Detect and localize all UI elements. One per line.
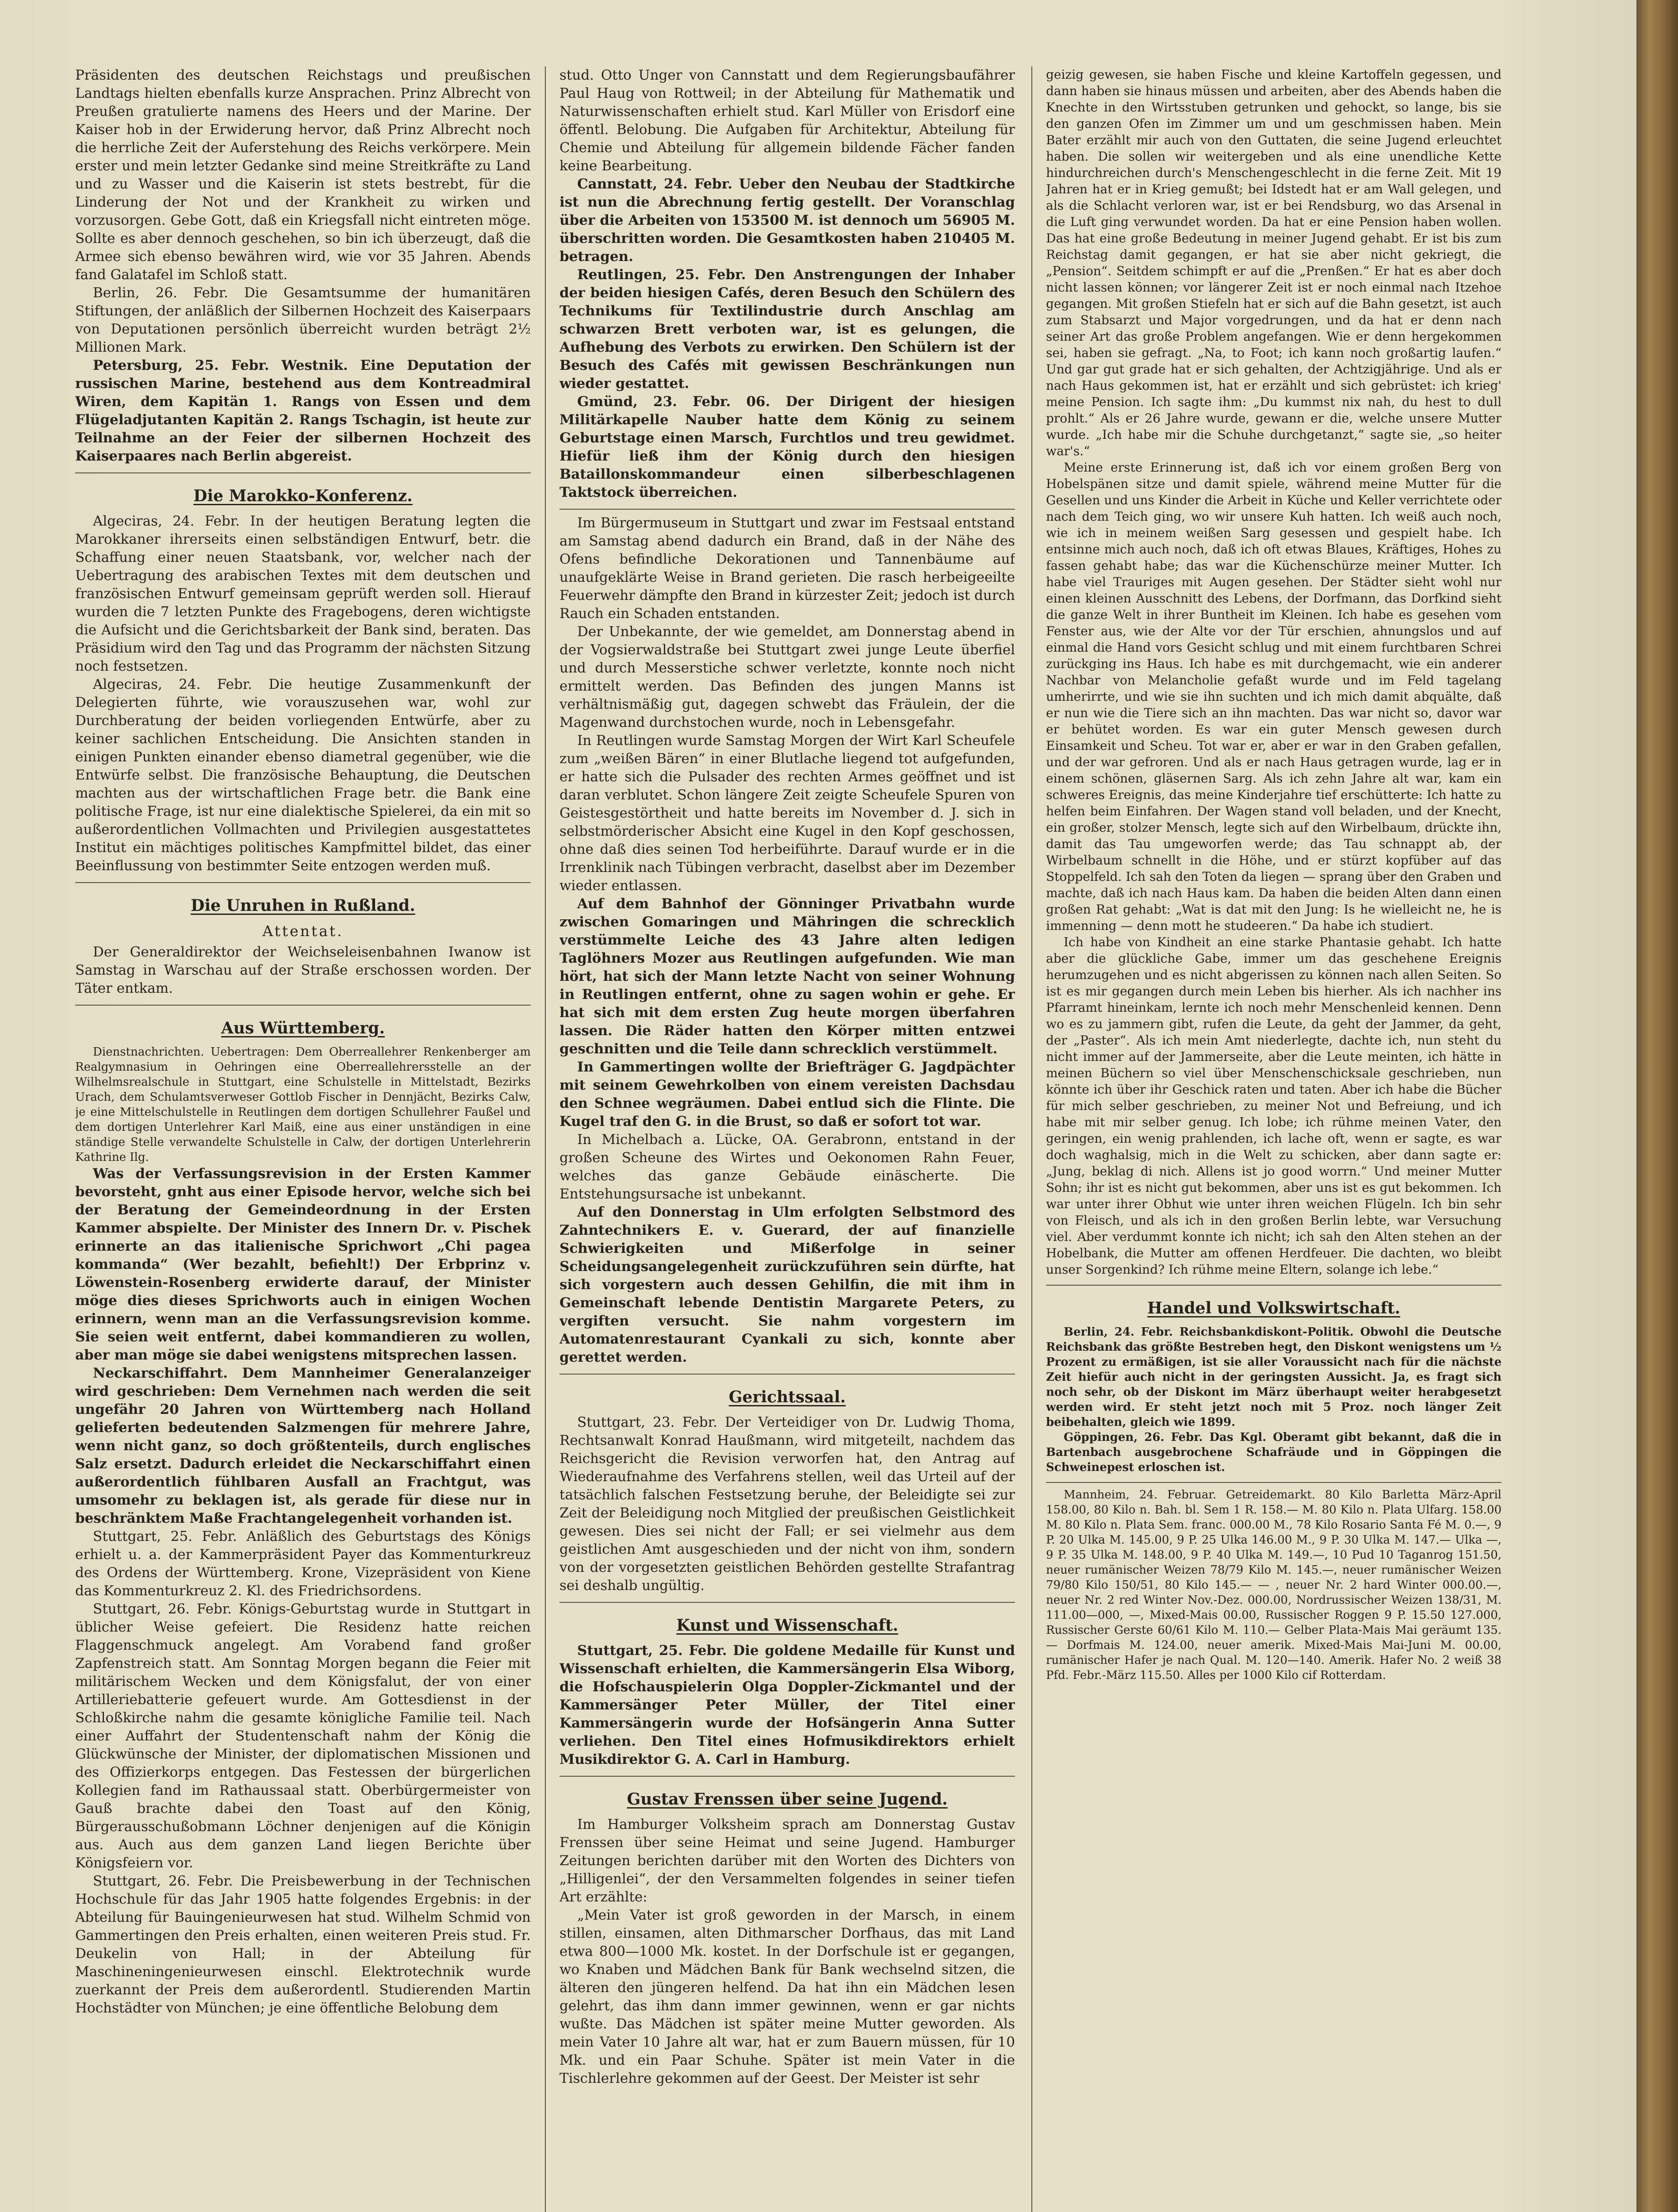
- heading-aus-wuerttemberg: Aus Württemberg.: [221, 1019, 385, 1037]
- news-verfassungsrevision: Was der Verfassungsrevision in der Ersten Kammer bevorsteht, gnht aus einer Episode hervor, welche sich bei der Beratung der Gemeindeordnung in der Ersten Kammer abspielte. Der Minister des Innern Dr. v. Pischek erinnerte an das italienische Sprichwort „Chi pagea kommanda“ (Wer bezahlt, befiehlt!) Der Erbprinz v. Löwenstein-Rosenberg erwiderte darauf, der Minister möge dies dieses Sprichworts auch in einigen Wochen erinnern, wenn man an die Verfassungsrevision komme. Sie seien weit entfernt, dabei kommandieren zu wollen, aber man möge sie dabei wenigstens mitsprechen lassen.: [75, 1166, 531, 1363]
- news-kunst: Stuttgart, 25. Febr. Die goldene Medaille für Kunst und Wissenschaft erhielten, die Kammersängerin Elsa Wiborg, die Hofschauspielerin Olga Doppler-Zickmantel und der Kammersänger Peter Müller, der Titel einer Kammersängerin wurde der Hofsängerin Anna Sutter verliehen. Den Titel eines Hofmusikdirektors erhielt Musikdirektor G. A. Carl in Hamburg.: [559, 1643, 1015, 1767]
- news-stuttgart-geburtstag: Stuttgart, 26. Febr. Königs-Geburtstag wurde in Stuttgart in üblicher Weise gefeiert. Die Residenz hatte reichen Flaggenschmuck angelegt. Am Vorabend fand großer Zapfenstreich statt. Am Sonntag Morgen begann die Feier mit militärischem Wecken und dem Königsfalut, der von einer Artilleriebatterie gefeuert wurde. Am Gottesdienst in der Schloßkirche nahm die gesamte königliche Familie teil. Nach einer Auffahrt der Studentenschaft nahm der König die Glückwünsche der Minister, der diplomatischen Missionen und des Offizierkorps entgegen. Das Festessen der bürgerlichen Kollegien fand im Rathaussaal statt. Oberbürgermeister von Gauß brachte dabei den Toast auf den König, Bürgerausschußobmann Löchner denjenigen auf die Königin aus. Auch aus dem ganzen Land liegen Berichte über Königsfeiern vor.: [75, 1601, 531, 1871]
- news-gmuend: Gmünd, 23. Febr. 06. Der Dirigent der hiesigen Militärkapelle Nauber hatte dem König zu seinem Geburtstage einen Marsch, Furchtlos und treu gewidmet. Hiefür ließ ihm der König durch den hiesigen Bataillonskommandeur einen silberbeschlagenen Taktstock überreichen.: [559, 394, 1015, 500]
- frenssen-intro: Im Hamburger Volksheim sprach am Donnerstag Gustav Frenssen über seine Heimat und seine Jugend. Hamburger Zeitungen berichten darüber mit den Worten des Dichters von „Hilligenlei“, der den Versammelten folgendes in seiner tiefen Art erzählte:: [559, 1816, 1015, 1905]
- heading-kunst-wissenschaft: Kunst und Wissenschaft.: [676, 1616, 898, 1635]
- column-rule: [1031, 66, 1032, 2212]
- news-algeciras-1: Algeciras, 24. Febr. In der heutigen Beratung legten die Marokkaner ihrerseits einen selbständigen Entwurf, betr. die Schaffung einer neuen Staatsbank, vor, welcher nach der Uebertragung des arabischen Textes mit dem deutschen und französischen Entwurf gemeinsam geprüft werden soll. Hierauf wurden die 7 letzten Punkte des Fragebogens, deren wichtigste die Aufsicht und die Gerichtsbarkeit der Bank sind, beraten. Das Präsidium wird den Tag und das Programm der nächsten Sitzung noch festsetzen.: [75, 513, 531, 674]
- news-dienstnachrichten: Dienstnachrichten. Uebertragen: Dem Oberreallehrer Renkenberger am Realgymnasium in Oehringen eine Oberreallehrersstelle an der Wilhelmsrealschule in Stuttgart, eine Schulstelle in Mittelstadt, Bezirks Urach, dem Schulamtsverweser Gottlob Fischer in Dennjächt, Bezirks Calw, je eine Mittelschulstelle in Reutlingen dem dortigen Schullehrer Faußel und dem dortigen Unterlehrer Karl Maiß, eine aus einer unständigen in eine ständige Stelle verwandelte Schulstelle in Calw, der dortigen Unterlehrerin Kathrine Ilg.: [75, 1045, 531, 1164]
- book-binding-edge: [1636, 0, 1678, 2212]
- news-algeciras-2: Algeciras, 24. Febr. Die heutige Zusammenkunft der Delegierten führte, wie vorauszusehen war, wohl zur Durchberatung der beiden vorliegenden Entwürfe, aber zu keiner sachlichen Entscheidung. Die Ansichten standen in einigen Punkten einander ebenso diametral gegenüber, wie die Entwürfe selbst. Die französische Behauptung, die Deutschen machten aus der wirtschaftlichen Frage betr. die Bank eine politische Frage, ist nur eine dialektische Spielerei, da ein mit so außerordentlichen Vollmachten und Privilegien ausgestattetes Institut ein mächtiges politisches Kampfmittel bildet, das einer Beeinflussung von bestimmter Seite entzogen werden muß.: [75, 676, 531, 874]
- frenssen-text: „Mein Vater ist groß geworden in der Marsch, in einem stillen, einsamen, alten Dithmarscher Dorfhaus, das mit Land etwa 800—1000 Mk. kostet. In der Dorfschule ist er gegangen, wo Knaben und Mädchen Bank für Bank wechselnd sitzen, die älteren den jüngeren helfend. Da hat ihn ein Mädchen lesen gelehrt, das ihm dann immer gewinnen, wenn er gar nichts wußte. Das Mädchen ist später meine Mutter geworden. Als mein Vater 10 Jahre alt war, hat er zum Bauern müssen, für 10 Mk. und ein Paar Schuhe. Später ist mein Vater in die Tischlerlehre gekommen auf der Geest. Der Meister ist sehr: [559, 1907, 1015, 2086]
- section-divider: [75, 1005, 531, 1006]
- news-reutlingen-cafes: Reutlingen, 25. Febr. Den Anstrengungen der Inhaber der beiden hiesigen Cafés, deren Besuch den Schülern des Technikums für Textilindustrie durch Anschlag am schwarzen Brett verboten war, ist es gelungen, die Aufhebung des Verbots zu erwirken. Den Schülern ist der Besuch des Cafés mit gewissen Beschränkungen nun wieder gestattet.: [559, 267, 1015, 392]
- news-cannstatt: Cannstatt, 24. Febr. Ueber den Neubau der Stadtkirche ist nun die Abrechnung fertig gestellt. Der Voranschlag über die Arbeiten von 153500 M. ist dennoch um 56905 M. überschritten worden. Die Gesamtkosten haben 210405 M. betragen.: [559, 176, 1015, 265]
- news-goeppingen: Göppingen, 26. Febr. Das Kgl. Oberamt gibt bekannt, daß die in Bartenbach ausgebrochene Schafräude und in Göppingen die Schweinepest erloschen ist.: [1046, 1431, 1502, 1474]
- news-ulm: Auf den Donnerstag in Ulm erfolgten Selbstmord des Zahntechnikers E. v. Guerard, der auf finanzielle Schwierigkeiten und Mißerfolge in seiner Scheidungsangelegenheit zurückzuführen sein dürfte, hat sich vorgestern auch dessen Gehilfin, die mit ihm in Gemeinschaft lebende Dentistin Margarete Peters, zu vergiften versucht. Sie nahm vorgestern im Automatenrestaurant Cyankali zu sich, konnte aber gerettet werden.: [559, 1204, 1015, 1365]
- news-stuttgart-preisbewerbung: Stuttgart, 26. Febr. Die Preisbewerbung in der Technischen Hochschule für das Jahr 1905 hatte folgendes Ergebnis: in der Abteilung für Bauingenieurwesen hat stud. Wilhelm Schmid von Gammertingen den Preis erhalten, einen weiteren Preis stud. Fr. Deukelin von Hall; in der Abteilung für Maschineningenieurwesen einschl. Elektrotechnik wurde zuerkannt der Preis dem außerordentl. Studierenden Martin Hochstädter von München; je eine öffentliche Belobung dem: [75, 1873, 531, 2016]
- news-goenninger-bahn: Auf dem Bahnhof der Gönninger Privatbahn wurde zwischen Gomaringen und Mähringen die schrecklich verstümmelte Leiche des 43 Jahre alten ledigen Taglöhners Mozer aus Reutlingen aufgefunden. Wie man hört, hat sich der Mann letzte Nacht von seiner Wohnung in Reutlingen entfernt, ohne zu sagen wohin er gehe. Er hat sich mit dem ersten Zug heute morgen überfahren lassen. Die Räder hatten den Körper mitten entzwei geschnitten und die Teile dann schrecklich verstümmelt.: [559, 896, 1015, 1057]
- news-neckarschiffahrt: Neckarschiffahrt. Dem Mannheimer Generalanzeiger wird geschrieben: Dem Vernehmen nach werden die seit ungefähr 20 Jahren von Württemberg nach Holland gelieferten bedeutenden Salzmengen für mehrere Jahre, wenn nicht ganz, so doch größtenteils, durch englisches Salz ersetzt. Dadurch erleidet die Neckarschiffahrt einen außerordentlich fühlbaren Ausfall an Frachtgut, was umsomehr zu beklagen ist, als gerade für diese nur in beschränktem Maße Frachtangelegenheit vorhanden ist.: [75, 1365, 531, 1526]
- heading-frenssen: Gustav Frenssen über seine Jugend.: [627, 1790, 948, 1809]
- news-berlin: Berlin, 26. Febr. Die Gesamtsumme der humanitären Stiftungen, der anläßlich der Silbernen Hochzeit des Kaiserpaars von Deputationen persönlich überreicht wurden beträgt 2½ Millionen Mark.: [75, 285, 531, 355]
- column-rule: [545, 66, 546, 2212]
- news-petersburg: Petersburg, 25. Febr. Westnik. Eine Deputation der russischen Marine, bestehend aus dem Kontreadmiral Wiren, dem Kapitän 1. Rangs von Essen und dem Flügeladjutanten Kapitän 2. Rangs Tschagin, ist heute zur Teilnahme an der Feier der silbernen Hochzeit des Kaiserpaares nach Berlin abgereist.: [75, 357, 531, 464]
- news-reichsbank: Berlin, 24. Febr. Reichsbankdiskont-Politik. Obwohl die Deutsche Reichsbank das größte Bestreben hegt, den Diskont wenigstens um ½ Prozent zu ermäßigen, ist sie aller Voraussicht nach für die nächste Zeit hiefür auch nicht in der geringsten Aussicht. Ja, es fragt sich noch sehr, ob der Diskont im März überhaupt weiter herabgesetzt werden wird. Er steht jetzt noch mit 5 Proz. noch länger Zeit beibehalten, gleich wie 1899.: [1046, 1325, 1502, 1429]
- heading-handel-volkswirtschaft: Handel und Volkswirtschaft.: [1147, 1299, 1400, 1317]
- section-divider: [559, 1602, 1015, 1603]
- news-unbekannter: Der Unbekannte, der wie gemeldet, am Donnerstag abend in der Vogsierwaldstraße bei Stuttgart zwei junge Leute überfiel und durch Messerstiche schwer verletzte, konnte noch nicht ermittelt werden. Das Befinden des jungen Manns ist verhältnismäßig gut, dagegen schwebt das Fräulein, der die Magenwand durchstochen wurde, noch in Lebensgefahr.: [559, 624, 1015, 730]
- section-divider: [75, 472, 531, 473]
- section-divider: [559, 1776, 1015, 1777]
- section-divider: [1046, 1285, 1502, 1286]
- section-divider: [559, 509, 1015, 510]
- news-preisbewerbung-cont: stud. Otto Unger von Cannstatt und dem Regierungsbaufährer Paul Haug von Rottweil; in der Abteilung für Mathematik und Naturwissenschaften erhielt stud. Karl Müller von Erisdorf eine öffentl. Belobung. Die Aufgaben für Architektur, Abteilung für Chemie und Abteilung für allgemein bildende Fächer fanden keine Bearbeitung.: [559, 67, 1015, 174]
- news-reutlingen-wirt: In Reutlingen wurde Samstag Morgen der Wirt Karl Scheufele zum „weißen Bären“ in einer Blutlache liegend tot aufgefunden, er hatte sich die Pulsader des rechten Armes geöffnet und ist daran verblutet. Schon längere Zeit zeigte Scheufele Spuren von Geistesgestörtheit und hatte bereits im November d. J. sich in selbstmörderischer Absicht eine Kugel in den Kopf geschossen, ohne daß dies seinen Tod herbeiführte. Darauf wurde er in die Irrenklinik nach Tübingen verbracht, daselbst aber im Dezember wieder entlassen.: [559, 733, 1015, 894]
- news-attentat: Der Generaldirektor der Weichseleisenbahnen Iwanow ist Samstag in Warschau auf der Straße erschossen worden. Der Täter entkam.: [75, 944, 531, 996]
- section-divider: [559, 1374, 1015, 1375]
- news-gammertingen: In Gammertingen wollte der Briefträger G. Jagdpächter mit seinem Gewehrkolben von einem vereisten Dachsdau den Schnee wegräumen. Dabei entlud sich die Flinte. Die Kugel traf den G. in die Brust, so daß er sofort tot war.: [559, 1059, 1015, 1129]
- news-gerichtssaal: Stuttgart, 23. Febr. Der Verteidiger von Dr. Ludwig Thoma, Rechtsanwalt Konrad Haußmann, wird mitgeteilt, nachdem das Reichsgericht die Revision verworfen hat, den Antrag auf Wiederaufnahme des Verfahrens stellen, weil das Urteil auf der tatsächlich falschen Festsetzung beruhe, der Beleidigte sei zur Zeit der Beleidigung noch Mitglied der preußischen Geistlichkeit gewesen. Dies sei nicht der Fall; er sei vielmehr aus dem geistlichen Amt ausgeschieden und der nicht von ihm, sondern von der vorgesetzten geistlichen Behörden gestellte Strafantrag sei deshalb ungültig.: [559, 1414, 1015, 1594]
- heading-marokko-konferenz: Die Marokko-Konferenz.: [193, 487, 413, 505]
- market-report-mannheim: Mannheim, 24. Februar. Getreidemarkt. 80 Kilo Barletta März-April 158.00, 80 Kilo n. Bah. bl. Sem 1 R. 158.— M. 80 Kilo n. Plata Ulfarg. 158.00 M. 80 Kilo n. Plata Sem. franc. 000.00 M., 78 Kilo Rosario Santa Fé M. 0.—, 9 P. 20 Ulka M. 145.00, 9 P. 25 Ulka 146.00 M., 9 P. 30 Ulka M. 147.— Ulka —, 9 P. 35 Ulka M. 148.00, 9 P. 40 Ulka M. 149.—, 10 Pud 10 Taganrog 151.50, neuer rumänischer Weizen 78/79 Kilo M. 145.—, neuer rumänischer Weizen 79/80 Kilo 150/51, 80 Kilo 145.— — , neuer Nr. 2 hard Winter 000.00.—, neuer Nr. 2 red Winter Nov.-Dez. 000.00, Nordrussischer Weizen 138/31, M. 111.00—000, —, Mixed-Mais 00.00, Russischer Roggen 9 P. 15.50 127.000, Russischer Gerste 60/61 Kilo M. 110.— Gelber Plata-Mais Mai geräumt 135.— Dorfmais M. 124.00, neuer amerik. Mixed-Mais Mai-Juni M. 00.00, rumänischer Hafer je nach Qual. M. 120—140. Amerik. Hafer No. 2 weiß 38 Pfd. Febr.-März 115.50. Alles per 1000 Kilo cif Rotterdam.: [1046, 1488, 1502, 1682]
- kaiser-speech-text: Präsidenten des deutschen Reichstags und preußischen Landtags hielten ebenfalls kurze Ansprachen. Prinz Albrecht von Preußen gratulierte namens des Heers und der Marine. Der Kaiser hob in der Erwiderung hervor, daß Prinz Albrecht noch die herrliche Zeit der Auferstehung des Reichs verkörpere. Mein erster und mein letzter Gedanke sind meine Streitkräfte zu Land und zu Wasser und die Kaiserin ist stets bestrebt, für die Linderung der Not und der Krankheit zu wirken und vorzusorgen. Gebe Gott, daß ein Kriegsfall nicht eintreten möge. Sollte es aber dennoch geschehen, so bin ich überzeugt, daß die Armee sich ebenso bewähren wird, wie vor 35 Jahren. Abends fand Galatafel im Schloß statt.: [75, 67, 531, 283]
- column-2: [559, 66, 1015, 2212]
- news-buergermuseum: Im Bürgermuseum in Stuttgart und zwar im Festsaal entstand am Samstag abend dadurch ein Brand, daß in der Nähe des Ofens befindliche Dekorationen und Tannenbäume auf unaufgeklärte Weise in Brand gerieten. Die rasch herbeigeeilte Feuerwehr dämpfte den Brand in kürzester Zeit; jedoch ist durch Rauch ein Schaden entstanden.: [559, 515, 1015, 622]
- frenssen-erinnerung: Meine erste Erinnerung ist, daß ich vor einem großen Berg von Hobelspänen sitze und damit spiele, während meine Mutter für die Gesellen und uns Kinder die Arbeit in Küche und Keller verrichtete oder nach dem Teich ging, wo wir unsere Kuh hatten. Ich weiß auch noch, wie ich in meinem weißen Sarg gesessen und gespielt habe. Ich entsinne mich auch noch, daß ich oft etwas Blaues, Kräftiges, Hohes zu fassen gehabt habe; das war die Küchenschürze meiner Mutter. Ich habe viel Trauriges mit Augen gesehen. Der Städter sieht wohl nur einen kleinen Ausschnitt des Lebens, der Dorfmann, das Dorfkind sieht die ganze Welt in ihrer Buntheit im Kleinen. Ich habe es gesehen vom Fenster aus, wie der Alte vor der Tür erschien, ahnungslos und auf einmal die Hand vors Gesicht schlug und mit einem furchtbaren Schrei zurückging ins Haus. Ich habe es mit durchgemacht, wie ein anderer Nachbar von Melancholie gefaßt wurde und im Feld tagelang umherirrte, und wie sie ihn suchten und ich mich damit abquälte, daß er nun wie die Tiere sich an ihn machten. Das war nicht so, davor war er behütet worden. Es war ein guter Mensch gewesen durch Einsamkeit und Scheu. Tot war er, aber er war in den Graben gefallen, und der war gefroren. Und als er nach Haus getragen wurde, lag er in einem schönen, gläsernen Sarg. Als ich zehn Jahre alt war, kam ein schweres Ereignis, das meine Kinderjahre tief erschütterte: Ich hatte zu helfen beim Einfahren. Der Wagen stand voll beladen, und der Knecht, ein großer, stolzer Mensch, legte sich auf den Wirbelbaum, drückte ihn, damit das Tau umgeworfen werde; das Tau schnappt ab, der Wirbelbaum schnellt in die Höhe, und er stürzt kopfüber auf das Stoppelfeld. Ich sah den Toten da liegen — sprang über den Graben und machte, daß ich nach Haus kam. Da haben die beiden Alten dann einen großen Rat gehabt: „Wat is dat mit den Jung: Is he wielleicht ne, he is immenning — denn mott he studeeren.“ Da habe ich studiert.: [1046, 460, 1502, 933]
- column-1: [75, 66, 531, 2212]
- news-stuttgart-orden: Stuttgart, 25. Febr. Anläßlich des Geburtstags des Königs erhielt u. a. der Kammerpräsident Payer das Kommenturkreuz des Ordens der Württemberg. Krone, Vizepräsident von Kiene das Kommenturkreuz 2. Kl. des Friedrichsordens.: [75, 1528, 531, 1599]
- section-divider: [75, 882, 531, 883]
- section-divider: [1046, 1482, 1502, 1483]
- subheading-attentat: Attentat.: [262, 922, 344, 940]
- news-michelbach: In Michelbach a. Lücke, OA. Gerabronn, entstand in der großen Scheune des Wirtes und Oekonomen Rahn Feuer, welches das ganze Gebäude einäscherte. Die Entstehungsursache ist unbekannt.: [559, 1132, 1015, 1202]
- heading-gerichtssaal: Gerichtssaal.: [728, 1388, 846, 1406]
- frenssen-cont: geizig gewesen, sie haben Fische und kleine Kartoffeln gegessen, und dann haben sie hinaus müssen und arbeiten, aber des Abends haben die Knechte in den Wirtsstuben getrunken und gehockt, so lange, bis sie den ganzen Ofen im Zimmer um und um geschmissen haben. Mein Bater erzählt mir auch von den Guttaten, die seine Jugend erleuchtet haben. Die sollen wir weitergeben und als eine unendliche Kette hindurchreichen durch's Menschengeschlecht in die ferne Zeit. Mit 19 Jahren hat er in Krieg gemußt; bei Idstedt hat er am Wall gelegen, und als die Schlacht verloren war, ist er bei Rendsburg, wo das Arsenal in die Luft ging verwundet worden. Da hat er eine Pension haben wollen. Das hat eine große Bedeutung in meiner Jugend gehabt. Er ist bis zum Reichstag damit gegangen, er hat sie aber nicht gekriegt, die „Pension“. Seitdem schimpft er auf die „Prenßen.“ Er hat es aber doch nicht lassen können; vor längerer Zeit ist er noch einmal nach Itzehoe gegangen. Mit großen Stiefeln hat er sich auf die Bahn gesetzt, ist auch zum Stabsarzt und Major vorgedrungen, und da hat er denn nach seiner Art das große Problem angefangen. Wie er denn hergekommen sei, haben sie gefragt. „Na, to Foot; ich kann noch großartig laufen.“ Und gar gut grade hat er sich gehalten, der Achtzigjährige. Und als er nach Haus gekommen ist, hat er erzählt und sich gebrüstet: ich krieg' meine Pension. Ich sagte ihm: „Du kummst nix nah, du hest to dull prohlt.“ Als er 26 Jahre wurde, gewann er die, welche unsere Mutter wurde. „Ich habe mir die Schuhe durchgetanzt,“ sagte sie, „so heiter war's.“: [1046, 67, 1502, 458]
- column-3: [1046, 66, 1502, 2212]
- frenssen-phantasie: Ich habe von Kindheit an eine starke Phantasie gehabt. Ich hatte aber die glückliche Gabe, immer um das geschehene Ereignis herumzugehen und es nicht abgerissen zu können nach allen Seiten. So ist es mir gegangen durch mein Leben bis hierher. Als ich nachher ins Pfarramt hineinkam, lernte ich noch mehr Menschenleid kennen. Denn wo es zu jammern gibt, rufen die Leute, da geht der Jammer, da geht, der „Paster“. Als ich mein Amt niederlegte, dachte ich, nun steht du nicht immer auf der Jammerseite, aber die Leute meinten, ich hätte in meinen Büchern so viel über Menschenschicksale geschrieben, nun könnte ich über ihr Geschick raten und taten. Aber ich habe die Bücher für mich selber geschrieben, zu meiner Not und Befreiung, und ich habe mit mir selber genug. Ich lobe; ich rühme meinen Vater, den geringen, ein wenig prahlenden, ich lache oft, wenn er sagte, es war doch waghalsig, mich in die Welt zu schicken, aber dann sagte er: „Jung, beklag di nich. Allens ist jo good worrn.“ Und meiner Mutter Sohn; ihr ist es nicht gut bekommen, aber uns ist es gut bekommen. Ich war unter ihrer Obhut wie unter ihren weichen Flügeln. Ich bin sehr von Fleisch, und als ich in den großen Berlin lebte, war Versuchung viel. Aber verdummt konnte ich nicht; ich sah den Alten stehen an der Hobelbank, die Mutter am offenen Herdfeuer. Die dachten, wo bleibt unser Sorgenkind? Ich rühme meine Eltern, solange ich lebe.“: [1046, 935, 1502, 1277]
- heading-unruhen-russland: Die Unruhen in Rußland.: [191, 896, 415, 915]
